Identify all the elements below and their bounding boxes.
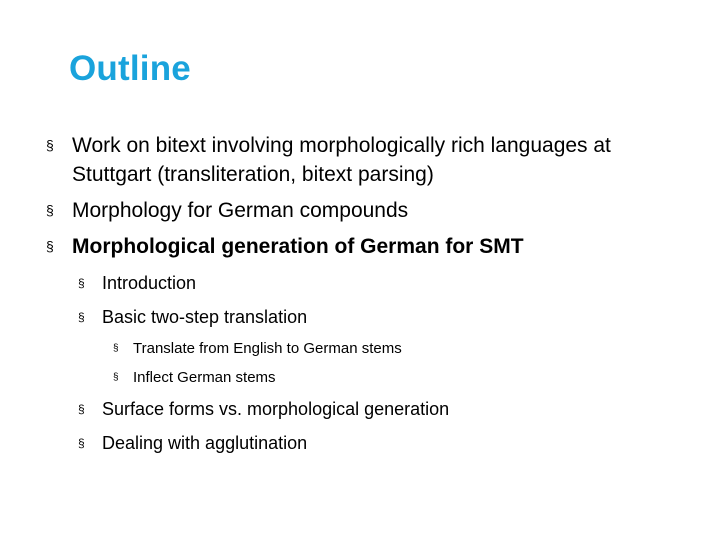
- bullet-item-bitext: [46, 131, 696, 189]
- bullet-text: Morphology for German compounds: [72, 199, 409, 222]
- bullet-marker: §: [78, 436, 85, 450]
- bullet-text: Morphological generation of German for SMT: [72, 235, 524, 258]
- bullet-text: Inflect German stems: [133, 369, 276, 386]
- bullet-text: Translate from English to German stems: [133, 340, 402, 357]
- bullet-marker: §: [78, 276, 85, 290]
- bullet-marker: §: [78, 310, 85, 324]
- bullet-item-compounds: [46, 196, 696, 225]
- sub-sub-bullet-inflect: [46, 367, 696, 389]
- sub-bullet-introduction: [46, 270, 696, 296]
- bullet-text: Basic two-step translation: [102, 307, 308, 327]
- bullet-list: [46, 131, 696, 464]
- bullet-marker: §: [78, 402, 85, 416]
- bullet-text: Introduction: [102, 273, 197, 293]
- sub-sub-bullet-translate: [46, 338, 696, 360]
- sub-bullet-surface-forms: [46, 396, 696, 422]
- bullet-marker: §: [46, 238, 54, 254]
- bullet-marker: §: [46, 137, 54, 153]
- sub-bullet-two-step: [46, 304, 696, 330]
- bullet-marker: §: [113, 343, 119, 354]
- bullet-item-generation: [46, 232, 696, 261]
- slide-title: Outline: [69, 49, 191, 88]
- bullet-text: Dealing with agglutination: [102, 433, 308, 453]
- bullet-marker: §: [113, 372, 119, 383]
- bullet-marker: §: [46, 202, 54, 218]
- bullet-text: Work on bitext involving morphologically rich languages at Stuttgart (transliteration, bitext parsing): [72, 134, 611, 186]
- sub-bullet-agglutination: [46, 430, 696, 456]
- bullet-text: Surface forms vs. morphological generation: [102, 399, 450, 419]
